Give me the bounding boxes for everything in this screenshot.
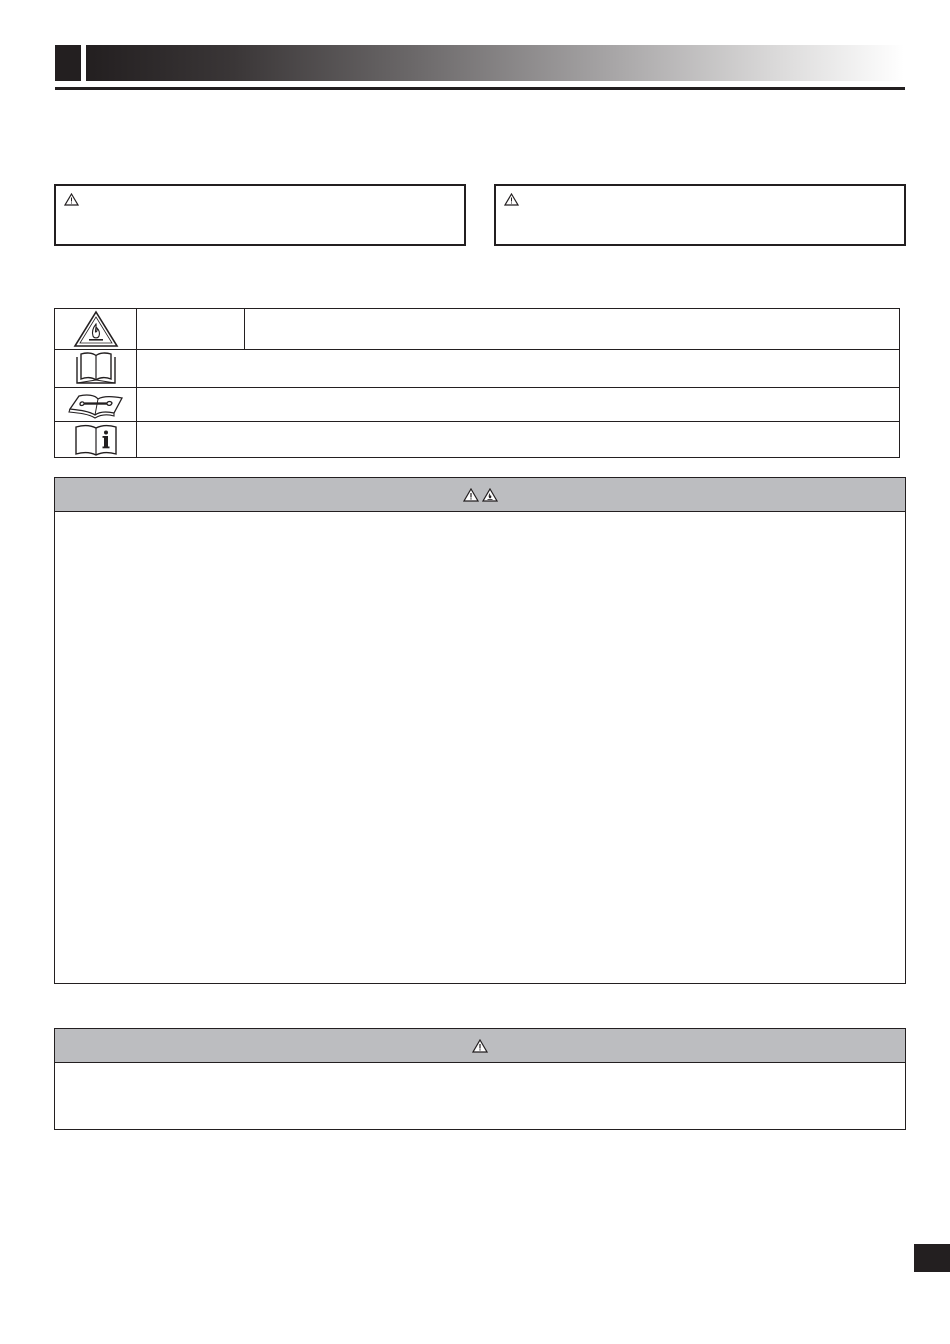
service-manual-wrench-icon	[67, 391, 125, 419]
symbol-row-operation-manual	[55, 350, 899, 388]
warning-triangle-icon	[472, 1039, 488, 1053]
warning-triangle-icon	[64, 193, 79, 206]
warning-triangle-icon	[463, 488, 479, 502]
open-manual-icon	[74, 352, 118, 386]
flammable-triangle-icon	[482, 488, 498, 502]
symbol-row-information	[55, 422, 899, 457]
warning-panel-header	[55, 478, 905, 512]
symbol-row-service-manual	[55, 388, 899, 422]
symbol-icon-cell	[55, 422, 137, 457]
symbol-name-cell	[137, 309, 245, 349]
symbol-icon-cell	[55, 309, 137, 349]
header-gradient-band	[86, 45, 904, 81]
symbol-icon-cell	[55, 388, 137, 421]
warning-triangle-icon	[504, 193, 519, 206]
header-rule	[55, 87, 905, 90]
information-manual-icon	[73, 424, 119, 456]
caution-panel	[54, 1028, 906, 1130]
symbol-row-flammable	[55, 309, 899, 350]
symbol-icon-cell	[55, 350, 137, 387]
page-edge-tab	[914, 1244, 950, 1272]
caution-notice-box	[494, 184, 906, 246]
symbol-table	[54, 308, 900, 458]
caution-panel-header	[55, 1029, 905, 1063]
flammable-warning-icon	[73, 310, 119, 348]
warning-notice-box	[54, 184, 466, 246]
warning-panel	[54, 477, 906, 984]
header-section-marker	[55, 45, 81, 81]
